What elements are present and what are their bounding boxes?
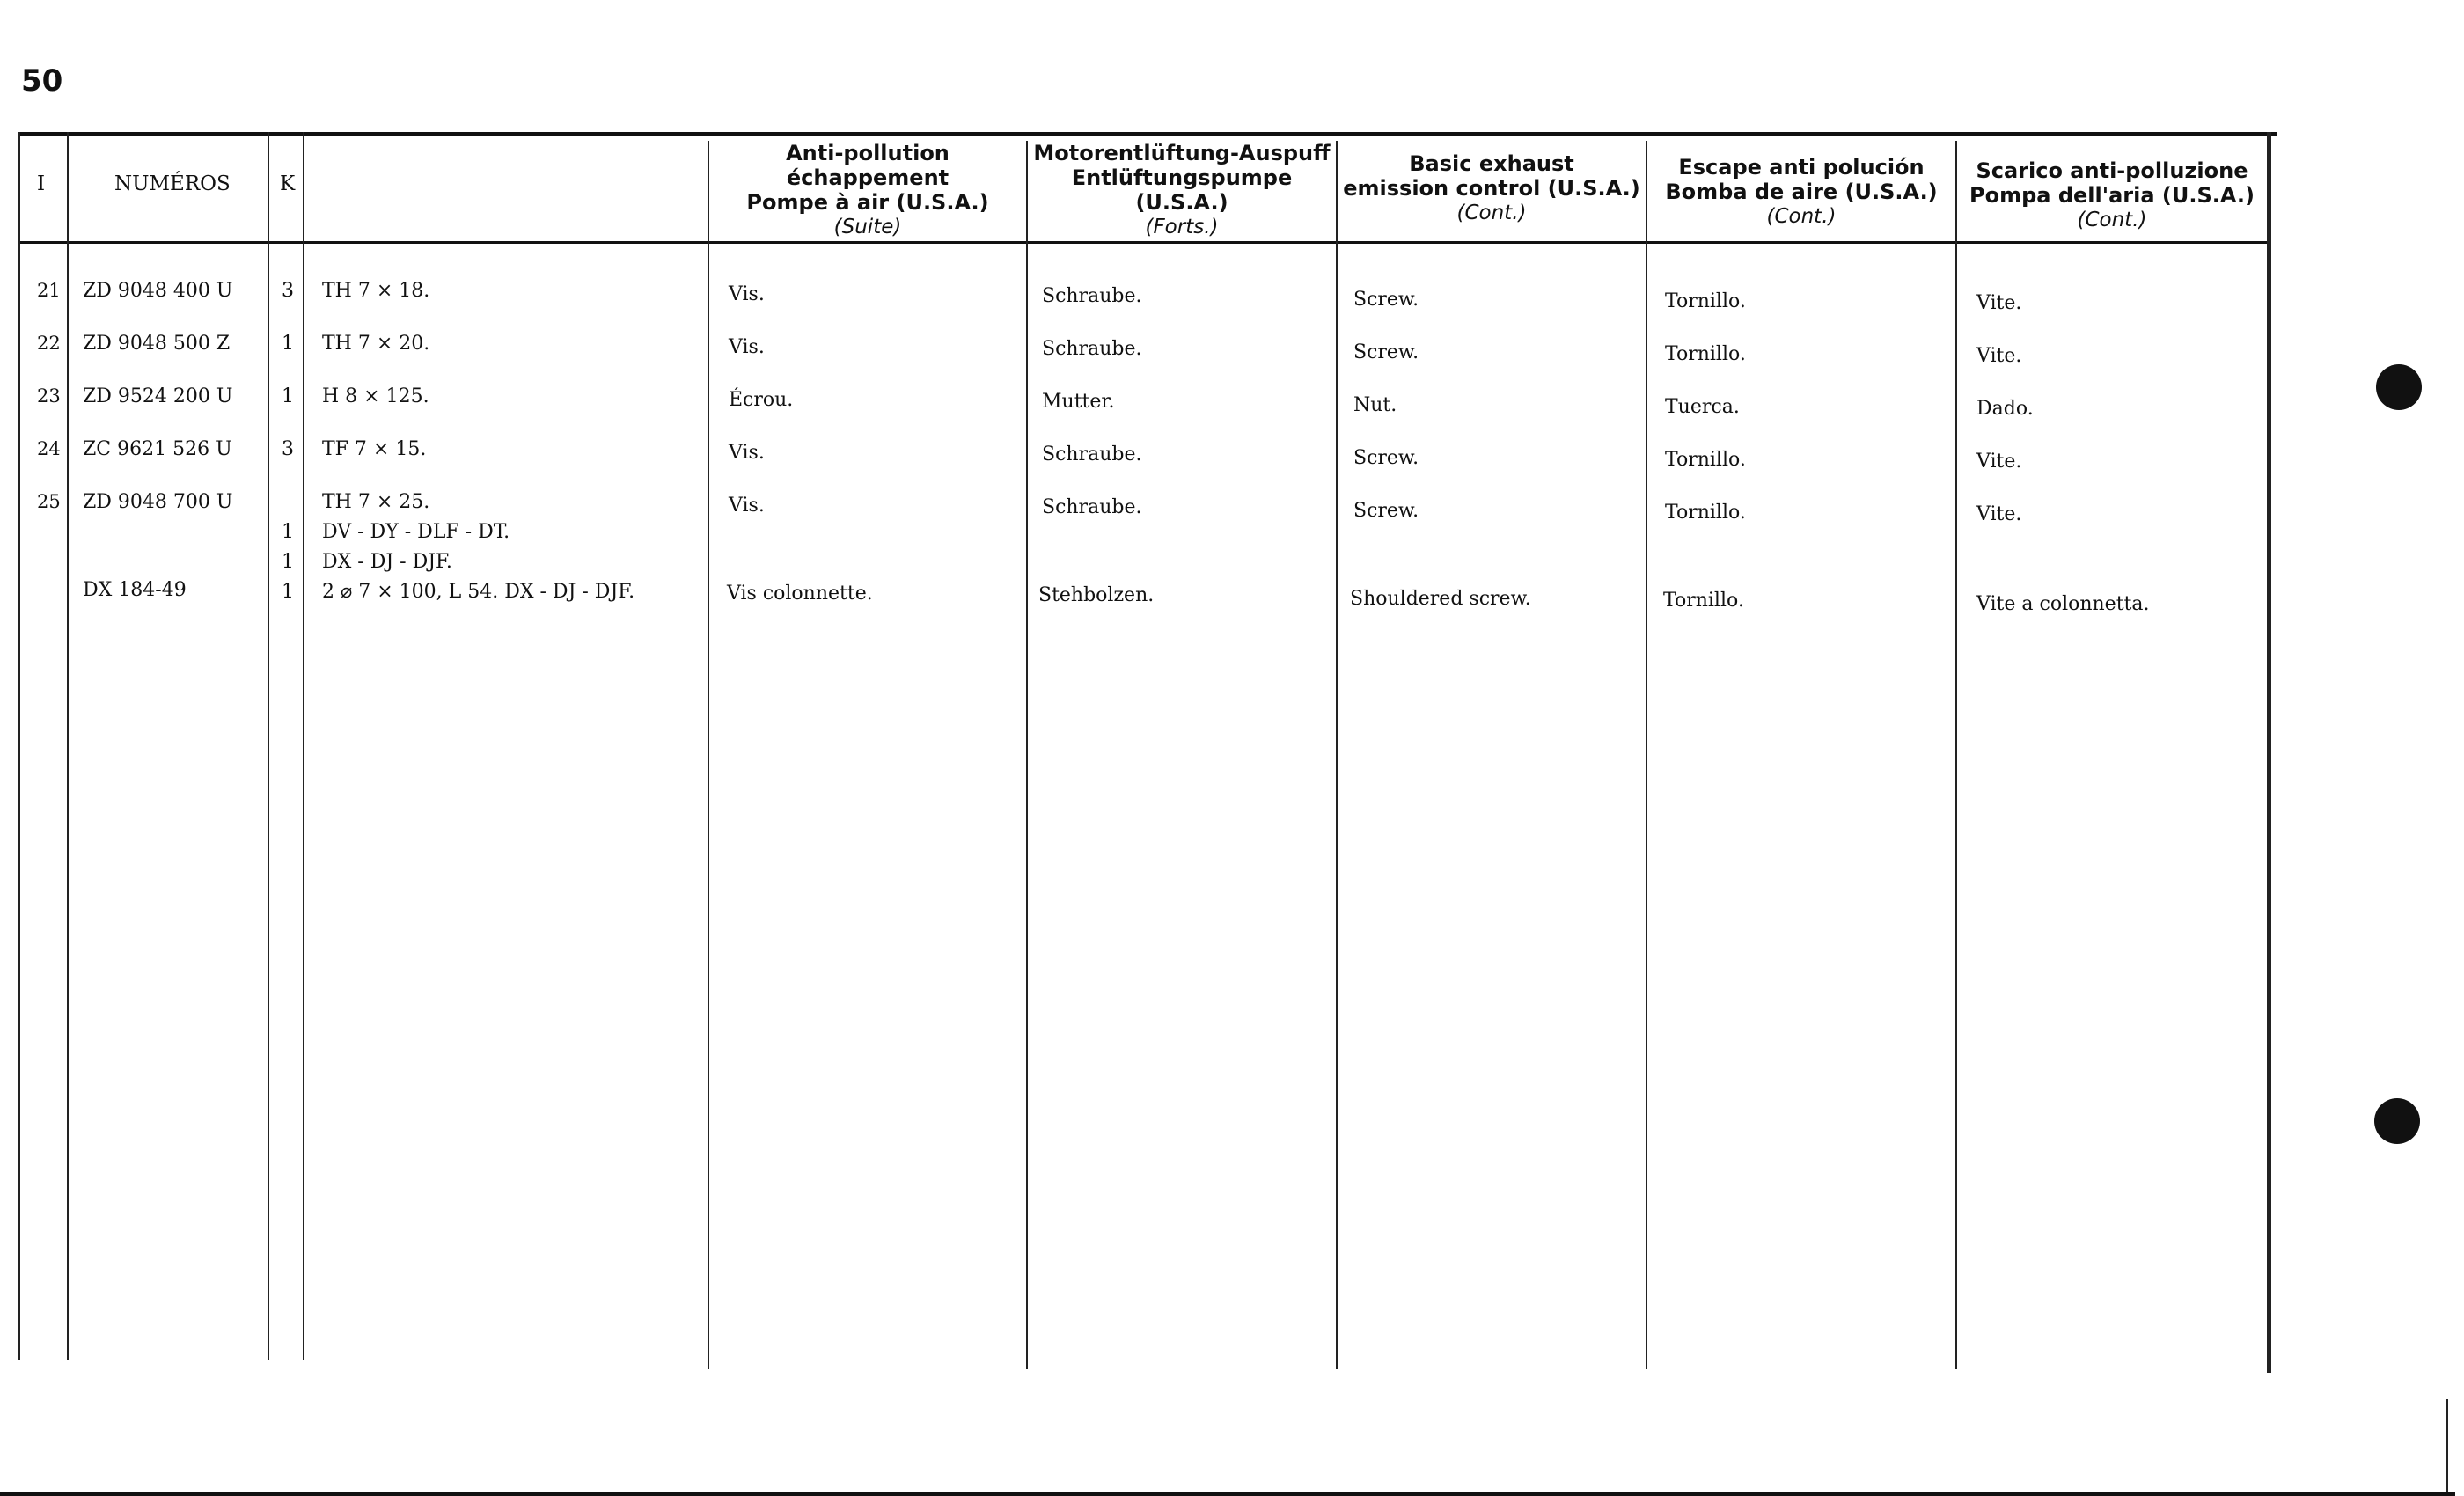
- french-term: Vis colonnette.: [727, 583, 873, 605]
- column-divider: [268, 132, 269, 1360]
- row-index: 25: [37, 491, 61, 512]
- header-french: [709, 141, 1026, 239]
- header-spanish: [1647, 155, 1955, 229]
- quantity: 1: [282, 521, 294, 543]
- row-index: 23: [37, 385, 61, 407]
- description: H 8 × 125.: [322, 385, 429, 407]
- header-sub: (Suite): [833, 216, 902, 238]
- row-index: 22: [37, 333, 61, 354]
- header-line: Pompe à air (U.S.A.): [746, 190, 989, 215]
- spanish-term: Tornillo.: [1665, 449, 1746, 471]
- column-divider: [1955, 141, 1957, 1369]
- italian-term: Vite.: [1976, 292, 2022, 314]
- binder-hole: [2376, 364, 2422, 410]
- row-index: 21: [37, 280, 61, 301]
- description: TH 7 × 18.: [322, 280, 430, 302]
- header-line: Pompa dell'aria (U.S.A.): [1969, 183, 2255, 208]
- english-term: Shouldered screw.: [1350, 588, 1531, 610]
- column-divider: [708, 141, 709, 1369]
- description: TH 7 × 20.: [322, 333, 430, 355]
- part-number: DX 184-49: [83, 579, 187, 601]
- description: DX - DJ - DJF.: [322, 551, 452, 573]
- spanish-term: Tornillo.: [1665, 343, 1746, 365]
- header-line: (U.S.A.): [1135, 190, 1228, 215]
- header-bottom-border: [18, 241, 2269, 244]
- english-term: Screw.: [1353, 447, 1419, 469]
- column-divider: [1646, 141, 1647, 1369]
- french-term: Vis.: [729, 283, 765, 305]
- header-line: Bomba de aire (U.S.A.): [1665, 180, 1938, 204]
- column-divider: [1336, 141, 1338, 1369]
- french-term: Vis.: [729, 442, 765, 464]
- header-line: Entlüftungspumpe: [1071, 165, 1293, 190]
- description: TH 7 × 25.: [322, 491, 430, 513]
- table-left-border: [18, 132, 20, 1360]
- description: 2 ⌀ 7 × 100, L 54. DX - DJ - DJF.: [322, 581, 635, 603]
- table-top-border: [18, 132, 2277, 136]
- column-divider: [303, 132, 304, 1360]
- header-col-numeros: NUMÉROS: [114, 172, 231, 195]
- part-number: ZD 9048 400 U: [83, 280, 233, 302]
- quantity: 1: [282, 333, 294, 355]
- header-sub: (Cont.): [1456, 202, 1527, 224]
- italian-term: Vite.: [1976, 345, 2022, 367]
- part-number: ZC 9621 526 U: [83, 438, 232, 460]
- spanish-term: Tuerca.: [1665, 396, 1740, 418]
- english-term: Nut.: [1353, 394, 1397, 416]
- quantity: 3: [282, 280, 294, 302]
- header-line: Basic exhaust: [1409, 151, 1574, 176]
- english-term: Screw.: [1353, 341, 1419, 363]
- english-term: Screw.: [1353, 500, 1419, 522]
- italian-term: Dado.: [1976, 398, 2034, 420]
- german-term: Schraube.: [1042, 444, 1142, 466]
- spanish-term: Tornillo.: [1665, 502, 1746, 524]
- header-line: échappement: [786, 165, 950, 190]
- row-index: 24: [37, 438, 61, 459]
- header-sub: (Cont.): [2077, 209, 2147, 231]
- page-bottom-border: [0, 1492, 2455, 1496]
- description: TF 7 × 15.: [322, 438, 427, 460]
- header-line: Scarico anti-polluzione: [1976, 158, 2248, 183]
- german-term: Schraube.: [1042, 285, 1142, 307]
- binder-hole: [2374, 1098, 2420, 1144]
- header-col-k: K: [280, 172, 296, 195]
- part-number: ZD 9524 200 U: [83, 385, 233, 407]
- header-line: Anti-pollution: [786, 141, 950, 165]
- page-edge-line: [2446, 1399, 2448, 1494]
- part-number: ZD 9048 700 U: [83, 491, 233, 513]
- header-line: Motorentlüftung-Auspuff: [1033, 141, 1331, 165]
- german-term: Stehbolzen.: [1038, 584, 1155, 606]
- table-right-border: [2267, 132, 2271, 1373]
- german-term: Mutter.: [1042, 391, 1115, 413]
- quantity: 1: [282, 551, 294, 573]
- column-divider: [67, 132, 69, 1360]
- french-term: Vis.: [729, 495, 765, 517]
- german-term: Schraube.: [1042, 496, 1142, 518]
- part-number: ZD 9048 500 Z: [83, 333, 231, 355]
- header-german: [1028, 141, 1336, 239]
- quantity: 1: [282, 385, 294, 407]
- french-term: Écrou.: [729, 389, 794, 411]
- spanish-term: Tornillo.: [1663, 590, 1744, 612]
- italian-term: Vite a colonnetta.: [1976, 593, 2150, 615]
- header-col-i: I: [37, 172, 46, 195]
- header-english: [1338, 151, 1646, 225]
- header-sub: (Forts.): [1145, 216, 1219, 238]
- english-term: Screw.: [1353, 289, 1419, 311]
- header-italian: [1957, 158, 2267, 232]
- header-sub: (Cont.): [1766, 205, 1837, 228]
- german-term: Schraube.: [1042, 338, 1142, 360]
- french-term: Vis.: [729, 336, 765, 358]
- quantity: 3: [282, 438, 294, 460]
- description: DV - DY - DLF - DT.: [322, 521, 510, 543]
- header-line: emission control (U.S.A.): [1343, 176, 1640, 201]
- italian-term: Vite.: [1976, 503, 2022, 525]
- spanish-term: Tornillo.: [1665, 290, 1746, 312]
- header-line: Escape anti polución: [1678, 155, 1925, 180]
- page-number: 50: [21, 63, 63, 99]
- quantity: 1: [282, 581, 294, 603]
- italian-term: Vite.: [1976, 451, 2022, 473]
- column-divider: [1026, 141, 1028, 1369]
